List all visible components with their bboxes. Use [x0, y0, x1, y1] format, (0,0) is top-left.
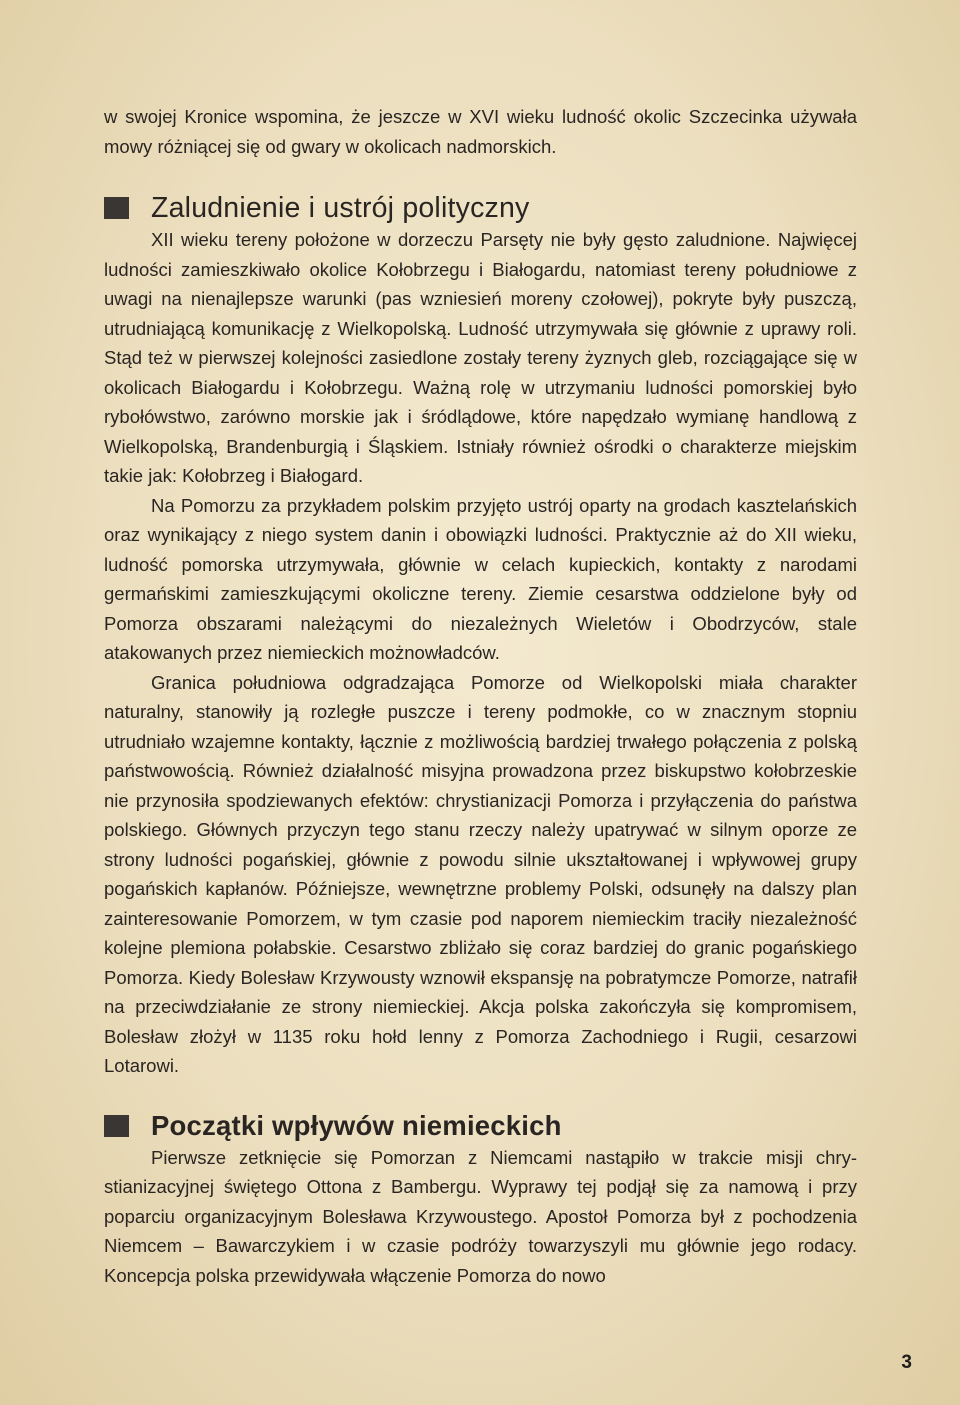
body-paragraph: XII wieku tereny położone w dorzeczu Parsęty nie były gęsto zaludnione. Najwięcej ludności zamieszkiwało okolice Kołobrzegu i Białogardu, natomiast tereny południowe z uwagi na nienajlepsze warunki (pas wzniesień moreny czołowej), pokryte były puszczą, utrudniającą komunikację z Wielkopolską. Ludność utrzymywała się głównie z uprawy roli. Stąd też w pierwszej kolejności zasiedlone zostały tereny żyznych gleb, rozciągające się w okolicach Białogardu i Kołobrzegu. Ważną rolę w utrzymaniu ludności pomorskiej było rybołówstwo, zarówno morskie jak i śródlądowe, które napędzało wymianę handlową z Wielkopolską, Brandenburgią i Śląskiem. Istniały również ośrodki o charakterze miejskim takie jak: Kołobrzeg i Białogard.: [104, 229, 857, 486]
body-paragraph: Pierwsze zetknięcie się Pomorzan z Niemcami nastąpiło w trakcie misji chrystianizacyjnej świętego Ottona z Bambergu. Wyprawy tej podjął się za namową i przy poparciu organizacyjnym Bolesława Krzywoustego. Apostoł Pomorza był z pochodzenia Niemcem – Bawarczykiem i w czasie podróży towarzyszyli mu głównie jego rodacy. Koncepcja polska przewidywała włączenie Pomorza do nowo: [104, 1146, 857, 1286]
section-heading-german-influence: [104, 1109, 857, 1143]
page-number: 3: [901, 1352, 912, 1373]
heading-square-icon: [104, 1115, 129, 1137]
heading-square-icon: [104, 197, 129, 219]
page-body: [104, 102, 857, 1290]
section-heading-text: Początki wpływów niemieckich: [151, 1109, 562, 1141]
section-heading-settlement: [104, 191, 857, 225]
section-heading-text: Zaludnienie i ustrój polityczny: [151, 192, 530, 224]
body-paragraph: Granica południowa odgradzająca Pomorze od Wielkopolski miała charakter naturalny, stanowiły ją rozległe puszcze i tereny podmokłe, co w znacznym stopniu utrudniało wzajemne kontakty, łącznie z możliwością bardziej trwałego połączenia z polską państwowością. Również działalność misyjna prowadzona przez biskupstwo kołobrzeskie nie przynosiła spodziewanych efektów: chrystianizacji Pomorza i przyłączenia do państwa polskiego. Głównych przyczyn tego stanu rzeczy należy upatrywać w silnym oporze ze strony ludności pogańskiej, głównie z powodu silnie ukształtowanej i wpływowej grupy pogańskich kapłanów. Późniejsze, wewnętrzne problemy Polski, odsunęły na dalszy plan zainteresowanie Pomorzem, w tym czasie pod naporem niemieckim traciły niezależność kolejne plemiona połabskie. Cesarstwo zbliżało się coraz bardziej do granic pogańskiego Pomorza. Kiedy Bolesław Krzywousty wznowił ekspansję na pobratymcze Pomorze, natrafił na przeciwdziałanie ze strony niemieckiej. Akcja polska zakończyła się kompromisem, Bolesław złożył w 1135 roku hołd lenny z Pomorza Zachodniego i Rugii, cesarzowi Lotarowi.: [104, 671, 857, 1076]
intro-paragraph: w swojej Kronice wspomina, że jeszcze w XVI wieku ludność okolic Szczecinka używała mowy różniącej się od gwary w okolicach nadmorskich.: [104, 106, 857, 157]
body-paragraph: Na Pomorzu za przykładem polskim przyjęto ustrój oparty na grodach kasztelańskich oraz wynikający z niego system danin i obowiązki ludności. Praktycznie aż do XII wieku, ludność pomorska utrzymywała, głównie w celach kupieckich, kontakty z narodami germańskimi zamieszkującymi okoliczne tereny. Ziemie cesarstwa oddzielone były od Pomorza obszarami należącymi do niezależnych Wieletów i Obodrzyców, stale atakowanych przez niemieckich możnowładców.: [104, 494, 857, 663]
